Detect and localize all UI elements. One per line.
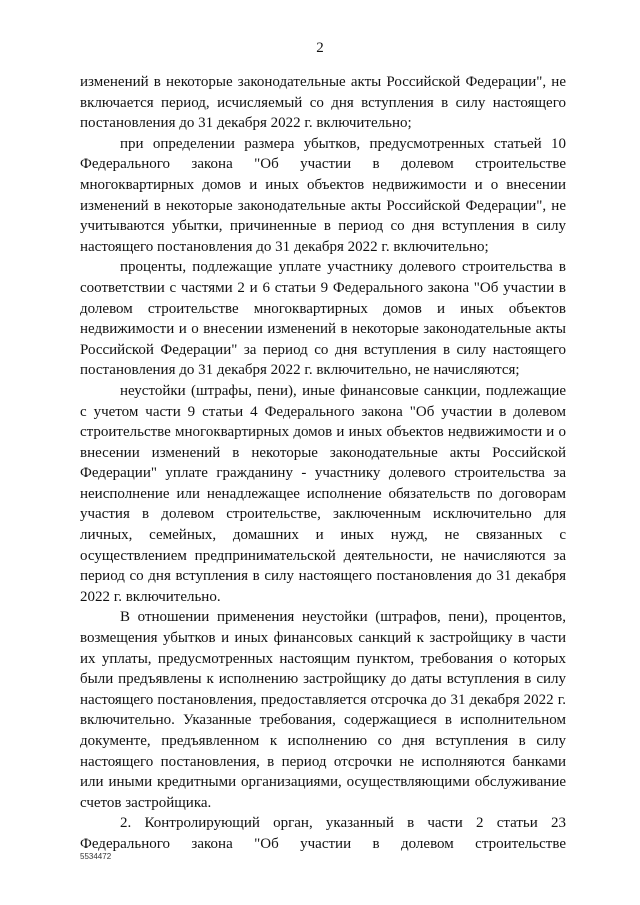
paragraph-item-2: 2. Контролирующий орган, указанный в части 2 статьи 23 Федерального закона "Об участии в долевом строительстве <box>80 815 566 852</box>
paragraph-damages: при определении размера убытков, предусмотренных статьей 10 Федерального закона "Об участии в долевом строительстве многоквартирных домов и иных объектов недвижимости и о внесении изменений в некоторые законодательные акты Российской Федерации", не учитываются убытки, причиненные в период со дня вступления в силу настоящего постановления до 31 декабря 2022 г. включительно; <box>80 135 566 255</box>
document-body <box>80 72 566 855</box>
paragraph-deferral: В отношении применения неустойки (штрафов, пени), процентов, возмещения убытков и иных финансовых санкций к застройщику в части их уплаты, предусмотренных настоящим пунктом, требования о которых были предъявлены к исполнению застройщику до даты вступления в силу настоящего постановления, предоставляется отсрочка до 31 декабря 2022 г. включительно. Указанные требования, содержащиеся в исполнительном документе, предъявленном к исполнению со дня вступления в силу настоящего постановления, в период отсрочки не исполняются банками или иными кредитными организациями, осуществляющими обслуживание счетов застройщика. <box>80 609 566 811</box>
page-number: 2 <box>316 40 324 56</box>
paragraph-continuation: изменений в некоторые законодательные акты Российской Федерации", не включается период, исчисляемый со дня вступления в силу настоящего постановления до 31 декабря 2022 г. включительно; <box>80 74 566 132</box>
paragraph-interest: проценты, подлежащие уплате участнику долевого строительства в соответствии с частями 2 и 6 статьи 9 Федерального закона "Об участии в долевом строительстве многоквартирных домов и иных объектов недвижимости и о внесении изменений в некоторые законодательные акты Российской Федерации" за период со дня вступления в силу настоящего постановления до 31 декабря 2022 г. включительно, не начисляются; <box>80 259 566 379</box>
document-code: 5534472 <box>80 852 112 861</box>
paragraph-penalties: неустойки (штрафы, пени), иные финансовые санкции, подлежащие с учетом части 9 статьи 4 Федерального закона "Об участии в долевом строительстве многоквартирных домов и иных объектов недвижимости и о внесении изменений в некоторые законодательные акты Российской Федерации" уплате гражданину - участнику долевого строительства за неисполнение или ненадлежащее исполнение обязательств по договорам участия в долевом строительстве, заключенным исключительно для личных, семейных, домашних и иных нужд, не связанных с осуществлением предпринимательской деятельности, не начисляются за период со дня вступления в силу настоящего постановления до 31 декабря 2022 г. включительно. <box>80 382 566 605</box>
